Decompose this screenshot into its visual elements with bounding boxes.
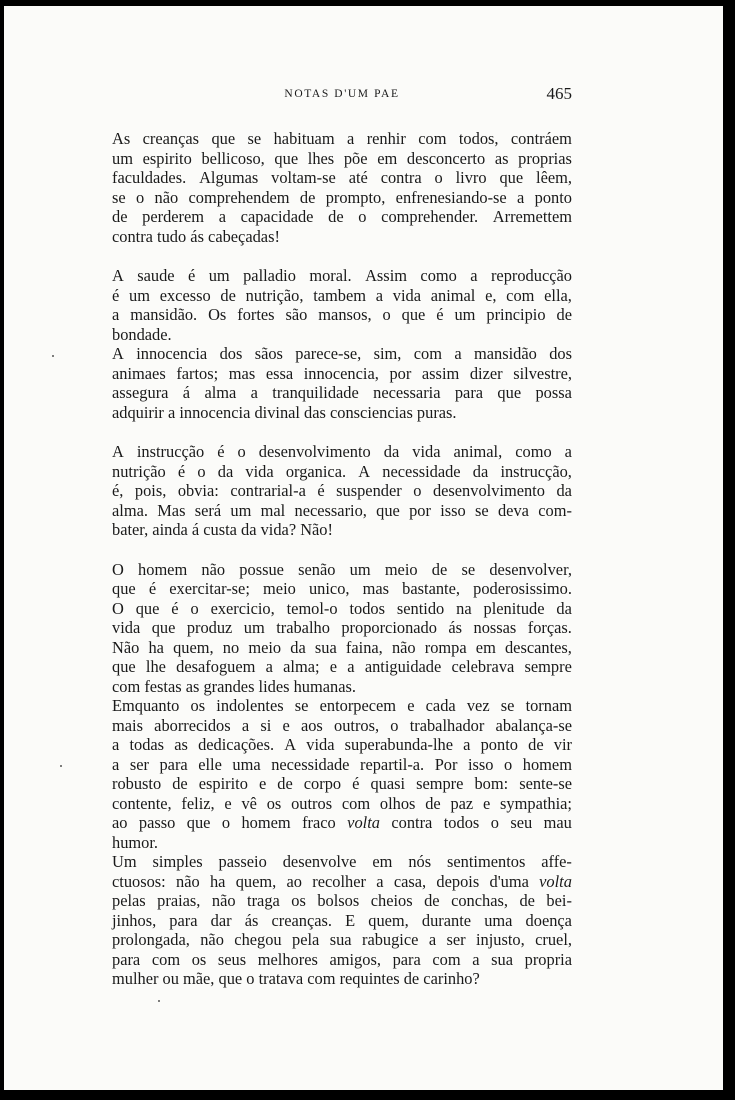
scan-speck xyxy=(52,355,54,357)
paragraph xyxy=(112,442,572,540)
text-line: nutrição é o da vida organica. A necessidade da instrucção, xyxy=(112,461,572,481)
paragraph xyxy=(112,129,572,246)
text-line: O homem não possue senão um meio de se desenvolver, xyxy=(112,559,572,579)
text-line: vida que produz um trabalho proporcionado ás nossas forças. xyxy=(112,618,572,637)
text-line: Emquanto os indolentes se entorpecem e cada vez se tornam xyxy=(112,696,572,715)
body-text xyxy=(112,129,572,989)
text-line: faculdades. Algumas voltam-se até contra o livro que lêem, xyxy=(112,168,572,187)
paragraph xyxy=(112,696,572,852)
text-line: se o não comprehendem de prompto, enfrenesiando-se a ponto xyxy=(112,187,572,207)
text-line: mais aborrecidos a si e aos outros, o trabalhador abalança-se xyxy=(112,715,572,735)
text-line: é um excesso de nutrição, tambem a vida animal e, com ella, xyxy=(112,285,572,305)
text-line: pelas praias, não traga os bolsos cheios de conchas, de bei- xyxy=(112,891,572,910)
text-line: As creanças que se habituam a renhir com todos, contráem xyxy=(112,129,572,148)
text-line: a mansidão. Os fortes são mansos, o que é um principio de xyxy=(112,305,572,324)
text-line: com festas as grandes lides humanas. xyxy=(112,676,356,696)
text-line: A saude é um palladio moral. Assim como a reproducção xyxy=(112,266,572,285)
text-line: alma. Mas será um mal necessario, que por isso se deva com- xyxy=(112,500,572,520)
text-line: a ser para elle uma necessidade repartil-a. Por isso o homem xyxy=(112,754,572,774)
scan-speck xyxy=(158,1000,160,1002)
text-line: ao passo que o homem fraco volta contra todos o seu mau xyxy=(112,813,572,832)
paragraph xyxy=(112,344,572,422)
text-line: mulher ou mãe, que o tratava com requintes de carinho? xyxy=(112,969,480,988)
text-line: O que é o exercicio, temol-o todos sentido na plenitude da xyxy=(112,598,572,618)
text-line: bondade. xyxy=(112,324,172,344)
paragraph xyxy=(112,560,572,697)
text-line: adquirir a innocencia divinal das consciencias puras. xyxy=(112,402,457,422)
text-line: A instrucção é o desenvolvimento da vida animal, como a xyxy=(112,442,572,461)
text-line: que é exercitar-se; meio unico, mas bastante, poderosissimo. xyxy=(112,579,572,598)
page-header xyxy=(112,84,572,108)
text-line: um espirito bellicoso, que lhes põe em desconcerto as proprias xyxy=(112,148,572,168)
scan-speck xyxy=(60,765,62,767)
text-line: A innocencia dos sãos parece-se, sim, com a mansidão dos xyxy=(112,344,572,363)
text-line: Não ha quem, no meio da sua faina, não rompa em descantes, xyxy=(112,637,572,657)
paragraph xyxy=(112,852,572,989)
text-line: bater, ainda á custa da vida? Não! xyxy=(112,520,333,539)
text-line: é, pois, obvia: contrarial-a é suspender o desenvolvimento da xyxy=(112,481,572,500)
text-line: animaes fartos; mas essa innocencia, por assim dizer silvestre, xyxy=(112,363,572,383)
page-number: 465 xyxy=(546,84,572,103)
text-line: prolongada, não chegou pela sua rabugice a ser injusto, cruel, xyxy=(112,930,572,949)
text-line: contra tudo ás cabeçadas! xyxy=(112,226,280,246)
text-line: para com os seus melhores amigos, para com a sua propria xyxy=(112,949,572,969)
text-line: que lhe desafoguem a alma; e a antiguidade celebrava sempre xyxy=(112,657,572,676)
text-line: assegura á alma a tranquilidade necessaria para que possa xyxy=(112,383,572,402)
text-line: contente, feliz, e vê os outros com olhos de paz e sympathia; xyxy=(112,793,572,813)
text-line: jinhos, para dar ás creanças. E quem, durante uma doença xyxy=(112,910,572,930)
text-line: humor. xyxy=(112,832,158,852)
text-line: a todas as dedicações. A vida superabunda-lhe a ponto de vir xyxy=(112,735,572,754)
text-line: robusto de espirito e de corpo é quasi sempre bom: sente-se xyxy=(112,774,572,793)
text-line: ctuosos: não ha quem, ao recolher a casa, depois d'uma volta xyxy=(112,871,572,891)
text-line: Um simples passeio desenvolve em nós sentimentos affe- xyxy=(112,852,572,871)
running-head: NOTAS D'UM PAE xyxy=(284,88,400,100)
paragraph xyxy=(112,266,572,344)
text-line: de perderem a capacidade de o comprehender. Arremettem xyxy=(112,207,572,226)
